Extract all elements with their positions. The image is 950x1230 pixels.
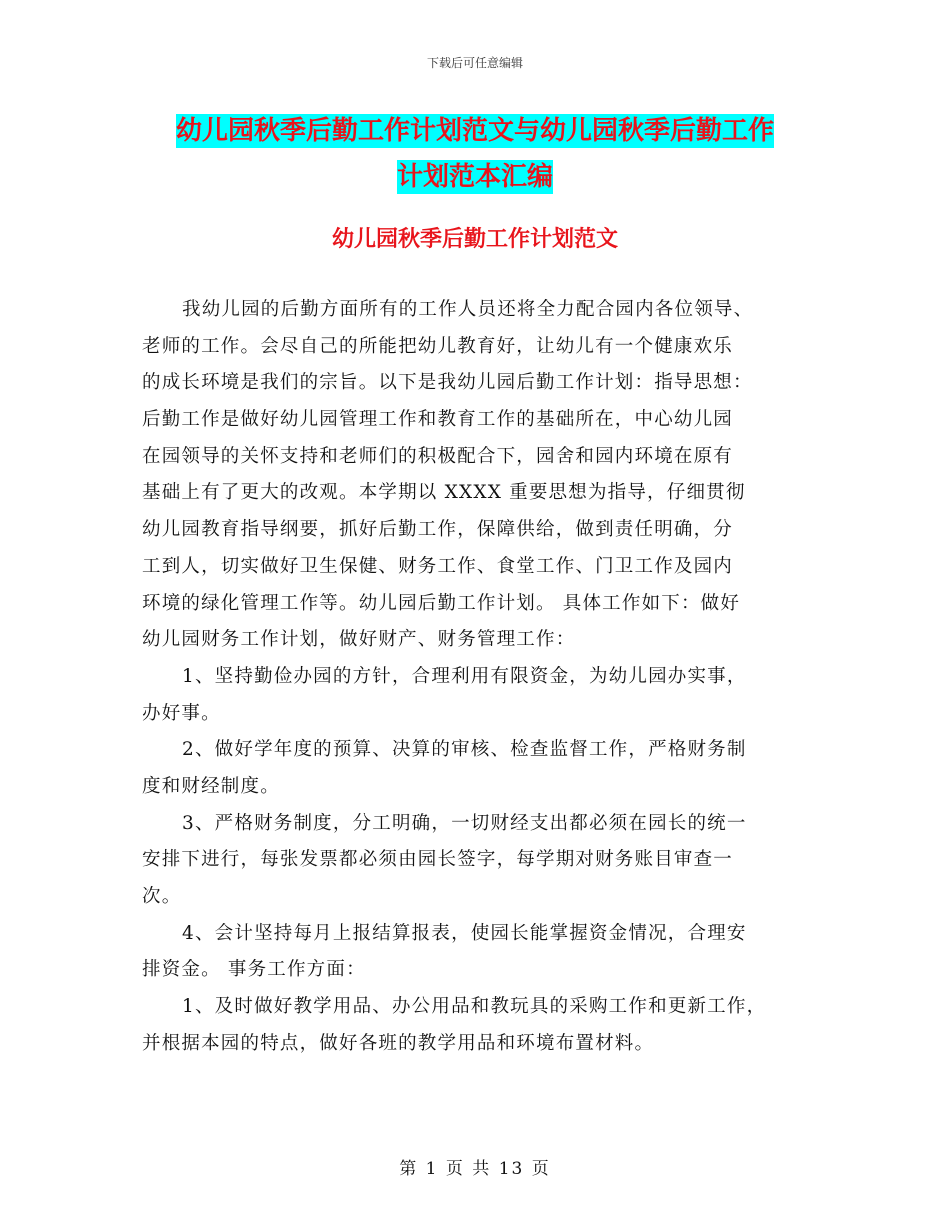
paragraph-line: 老师的工作。会尽自己的所能把幼儿教育好，让幼儿有一个健康欢乐: [142, 335, 734, 357]
body-text: [142, 292, 814, 1062]
list-item-line: 3、严格财务制度，分工明确，一切财经支出都必须在园长的统一: [182, 812, 747, 834]
list-item-line: 2、做好学年度的预算、决算的审核、检查监督工作，严格财务制: [182, 739, 747, 761]
section-title: 幼儿园秋季后勤工作计划范文: [331, 227, 618, 252]
paragraph-line: 在园领导的关怀支持和老师们的积极配合下，园舍和园内环境在原有: [142, 445, 734, 467]
paragraph-line: 环境的绿化管理工作等。幼儿园后勤工作计划。 具体工作如下：做好: [142, 592, 741, 614]
paragraph-line: 幼儿园教育指导纲要，抓好后勤工作，保障供给，做到责任明确，分: [142, 519, 734, 541]
list-item-line: 安排下进行，每张发票都必须由园长签字，每学期对财务账目审查一: [142, 849, 734, 871]
paragraph-line: 工到人，切实做好卫生保健、财务工作、食堂工作、门卫工作及园内: [142, 555, 734, 577]
list-item-line: 排资金。 事务工作方面：: [142, 959, 366, 981]
paragraph-line: 基础上有了更大的改观。本学期以 XXXX 重要思想为指导，仔细贯彻: [142, 482, 746, 504]
list-item-line: 度和财经制度。: [142, 775, 280, 797]
header-note: 下载后可任意编辑: [426, 56, 523, 70]
list-item-line: 办好事。: [142, 702, 221, 724]
document-title: [0, 108, 950, 200]
paragraph-line: 后勤工作是做好幼儿园管理工作和教育工作的基础所在，中心幼儿园: [142, 409, 734, 431]
paragraph-line: 我幼儿园的后勤方面所有的工作人员还将全力配合园内各位领导、: [182, 299, 754, 320]
list-item-line: 并根据本园的特点，做好各班的教学用品和环境布置材料。: [142, 1032, 655, 1054]
paragraph-line: 幼儿园财务工作计划，做好财产、财务管理工作：: [142, 629, 576, 651]
list-item-line: 1、坚持勤俭办园的方针，合理利用有限资金，为幼儿园办实事，: [182, 665, 747, 687]
document-title-line-1: 幼儿园秋季后勤工作计划范文与幼儿园秋季后勤工作: [175, 116, 774, 146]
paragraph-line: 的成长环境是我们的宗旨。以下是我幼儿园后勤工作计划：指导思想：: [142, 372, 753, 394]
list-item-line: 次。: [142, 886, 182, 907]
list-item-line: 1、及时做好教学用品、办公用品和教玩具的采购工作和更新工作，: [182, 996, 767, 1018]
list-item-line: 4、会计坚持每月上报结算报表，使园长能掌握资金情况，合理安: [182, 922, 747, 944]
document-title-line-2: 计划范本汇编: [396, 162, 553, 192]
page-footer: 第 1 页 共 13 页: [399, 1159, 551, 1179]
